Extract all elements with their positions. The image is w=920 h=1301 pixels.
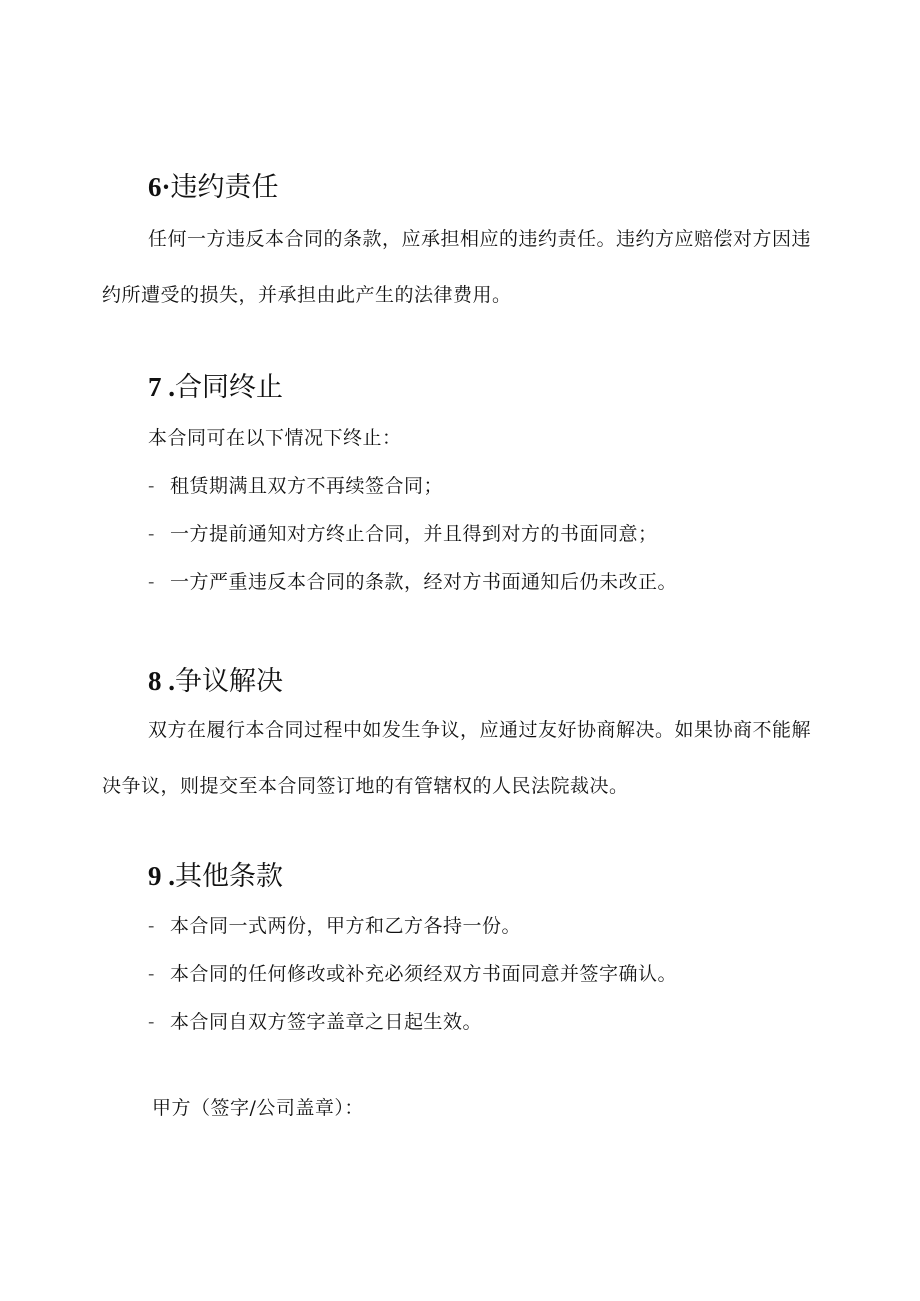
bullet-dash: -	[148, 523, 155, 545]
section-8-heading	[148, 665, 283, 698]
section-7-item	[148, 520, 658, 548]
section-7-item-text: 租赁期满且双方不再续签合同；	[170, 475, 444, 497]
section-9-title: 其他条款	[175, 861, 283, 892]
section-9-item	[148, 912, 521, 940]
section-8-title: 争议解决	[175, 666, 283, 697]
section-8-number: 8 .	[148, 666, 175, 696]
section-8-paragraph: 双方在履行本合同过程中如发生争议，应通过友好协商解决。如果协商不能解决争议，则提交至本合同签订地的有管辖权的人民法院裁决。	[102, 719, 812, 797]
section-7-item	[148, 472, 443, 500]
section-7-heading	[148, 371, 283, 404]
section-9-item-text: 本合同自双方签字盖章之日起生效。	[170, 1011, 483, 1033]
section-7-number: 7 .	[148, 372, 175, 402]
section-9-item-text: 本合同一式两份，甲方和乙方各持一份。	[170, 915, 522, 937]
section-9-item	[148, 960, 677, 988]
section-7-title: 合同终止	[175, 372, 283, 403]
section-7-item-text: 一方严重违反本合同的条款，经对方书面通知后仍未改正。	[170, 571, 678, 593]
bullet-dash: -	[148, 475, 155, 497]
section-7-item-text: 一方提前通知对方终止合同，并且得到对方的书面同意；	[170, 523, 658, 545]
section-9-heading	[148, 860, 283, 893]
section-6-paragraph: 任何一方违反本合同的条款，应承担相应的违约责任。违约方应赔偿对方因违约所遭受的损失，并承担由此产生的法律费用。	[102, 228, 812, 306]
section-7-intro: 本合同可在以下情况下终止：	[148, 427, 402, 449]
section-6-heading	[148, 171, 279, 204]
party-a-signature-label: 甲方（签字/公司盖章）：	[152, 1097, 364, 1119]
section-9-number: 9 .	[148, 861, 175, 891]
section-9-item	[148, 1008, 482, 1036]
bullet-dash: -	[148, 963, 155, 985]
bullet-dash: -	[148, 915, 155, 937]
section-7-item	[148, 568, 677, 596]
bullet-dash: -	[148, 571, 155, 593]
section-6-number: 6·	[148, 172, 171, 202]
section-6-title: 违约责任	[170, 172, 279, 203]
bullet-dash: -	[148, 1011, 155, 1033]
section-9-item-text: 本合同的任何修改或补充必须经双方书面同意并签字确认。	[170, 963, 678, 985]
